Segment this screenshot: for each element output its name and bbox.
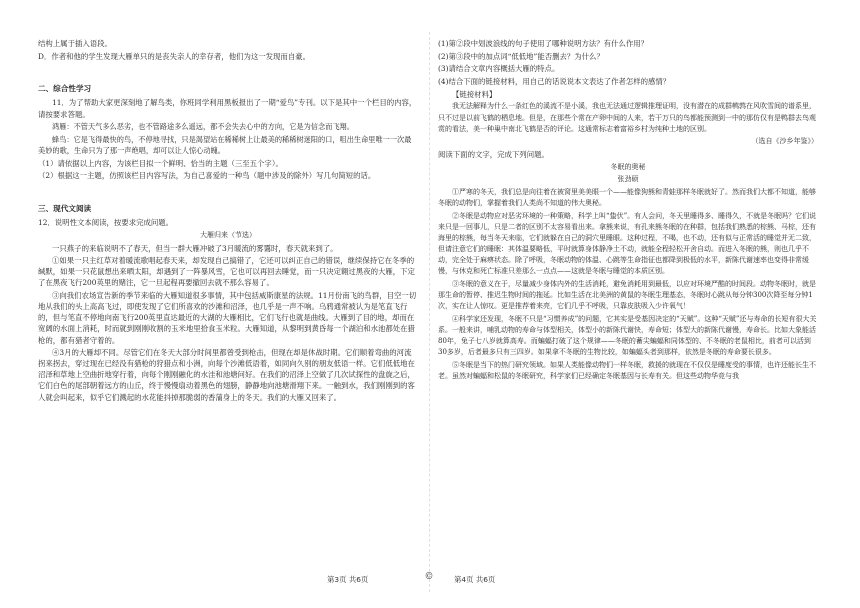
article2-title: 冬眠的奥秘: [610, 162, 646, 171]
page-number-right: 第4页 共6页: [454, 575, 496, 584]
article2-para-2: ②冬眠是动物应对恶劣环境的一种策略，科学上叫“蛰伏”。有人会问，冬天里睡得多、睡得久，不就是冬眠吗？它们说来只是一回事儿，只是二者的区别不太容易看出来。拿熊来说，有孔来熊冬眠的在种群，包括我们熟悉的棕熊、马棕，还有海里的棕熊，每当冬天来临，它们就躲在自己的洞穴里睡眼。这种过程，不喝，也不动，还有似与正常活的睡觉并无二致，但请注意它们的睡眠：其体温要略低，平时就算身体静净土不动，就能全程轻松开舍自动。而进入冬眠的熊，则也几乎不动，完全处于麻痹状态。除了呼吸，冬眠动物的体温、心跳等生命指征也都降到极低的水平，新陈代谢速率也变得非常缓慢，与休克和死亡标准只差那么一点点——这就是冬眠与睡觉的本质区别。: [438, 211, 817, 276]
subquestion-2: (2)第③段中的加点词“低低地”能否删去？为什么？: [438, 51, 604, 61]
q11-example-2: 蜂鸟：它是飞得最快的鸟，不停地寻找，只是渴望站在稀稀树上让最美的稀稀树迷阳的口，咀出生命里唯一一次最美妙的歌，生命只为了那一声绝唱，却可以让人惊心动魄。: [38, 134, 412, 156]
article-title: 大雁归来（节选）: [200, 230, 256, 239]
column-divider: [429, 32, 430, 592]
article-para-1: 一只燕子的来临说明不了春天，但当一群大雁冲破了3月暖流的雾霭时，春天就来到了。: [52, 243, 338, 253]
q11-example-1: 鸿雁：不管天气多么恶劣，也不管路途多么遥远，都不会失去心中的方向，它是为信念而飞翔。: [52, 122, 354, 132]
article2-para-4: ④科学家还发现，冬眠不只是“习惯养成”的问题，它其实是受基因决定的“天赋”。这种“天赋”还与寿命的长短有很大关系。一般来讲，哺乳动物的寿命与体型相关，体型小的新陈代谢快，寿命短；体型大的新陈代谢慢，寿命长。比如大象能活80年，兔子七八岁就算高寿。而蝙蝠打破了这个规律——冬眠的蓄尖蝙蝠和同体型的、不冬眠的老鼠相比，前者可以活到30多岁，后者最多只有三四岁。如果拿不冬眠的生物比较，如蝙蝠头者到那样，依然是冬眠的寿命要长很多。: [438, 314, 817, 357]
subquestion-1: (1)第②段中划波浪线的句子使用了哪种说明方法？有什么作用？: [438, 39, 649, 48]
subquestion-3: (3)请结合文章内容概括大雁的特点。: [438, 64, 560, 74]
article-para-2: ①如果一只主红草对着暖流歌唱起春天来，却发现自己搞错了，它还可以纠正自己的错误，继续保持它在冬季的缄默，如果一只花鼠想出来晒太阳，却遇到了一阵暴风雪，它也可以再回去睡觉，而一只决定翱过黑夜的大雁，下定了在黑夜飞行200英里的赌注，它一旦起程再要撤回去就不那么容易了。: [38, 256, 415, 288]
section-heading-3: 三、现代文阅读: [38, 204, 92, 214]
article2-para-1: ①严寒的冬天，我们总是向往着在被窝里美美眼一个——能像狗熊和青蛙那样冬眠就好了。然而我们大都不知道，能够冬眠的动物们，掌握着我们人类尚不知道的伟大奥秘。: [438, 188, 816, 208]
article-para-3: ③向我们农场宣告新的季节来临的大雁知道很多事情，其中包括威斯康星的法规。11月份南飞的鸟群，目空一切地从我们的头上高高飞过，即使发现了它们所喜欢的沙滩和沼泽，也几乎是一声不响。乌鸦通常被认为是笔直飞行的，但与笔直不停地向南飞行200英里直达最近的大湖的大雁相比，它们飞行也就是曲线。大雁到了目的地，却而在宽阔的水面上消耗，时而就到刚刚收割的玉米地里拾食玉米粒。大雁知道，从黎明到黄昏每一个湖泊和水池都处在猎枪的，都有猎者守着的。: [38, 291, 417, 345]
link-material-title: 【链接材料】: [452, 89, 497, 99]
left-column: [38, 38, 418, 404]
copyright-icon: ©: [424, 572, 434, 582]
article2-author: 张劲硕: [617, 175, 639, 184]
right-column: [438, 38, 818, 384]
article2-para-3: ③冬眠的意义在于，尽量减少身体内外的生活消耗，避免消耗用到最低，以应对环境严酷的时间段。动物冬眠时，就是那生命的暂停、推迟生物时间的拖延。比如生活在北美洲的黄鼠的冬眠生理基态，冬眠时心跳从每分钟300次降至每分钟1次，实在让人惊叹。更是推荐着来亮，它们几乎不呼吸，只靠皮肤吸入少许氧气！: [438, 280, 816, 311]
reading-instruction: 阅读下面的文字，完成下列问题。: [438, 150, 549, 159]
option-d: D．作者和他的学生发现大雁单只的是丧失亲人的幸存者，他们为这一发现而自豪。: [38, 51, 310, 61]
page-number-left: 第3页 共6页: [327, 575, 369, 584]
article2-para-5: ⑤冬眠是当下的热门研究领域。如果人类能像动物们一样冬眠，救援的就现在不仅仅是睡度受的事情，也许还能长生不老。虽然对蝙蝠和松鼠的冬眠研究，科学家们已经确定冬眠基因与长寿有关。但这些动物华竞与我: [438, 360, 816, 380]
link-material-text: 我无法解释为什么一条红色的溪流不是小溪，我也无法通过逻辑推理证明，没有潜在的成群鹌鹑在风吹雪间的谱系里，只不过是以前飞鹤的栖息地。但是，在那些个常在产卵中间的人来，若干万只的鸟都能预测到一中的那仿仅有是鸭群去鸟观赏的看法，美一种巢中南北飞鹤是否的评论。这通常标志着富裕乡村为纯种土地的区别。: [438, 102, 816, 133]
question-12: 12．说明性文本阅读，按要求完成问题。: [38, 218, 174, 228]
article-para-4: ④3月的大雁却不同。尽管它们在冬天大部分时间里都曾受到枪击，但现在却是休战时期。它们顺着弯曲的河流拐来拐去，穿过现在已经没有猎枪的狩猎点和小洲，向每个沙滩低语着，如同向久别的朋友低语一样。它们低低地在沼泽和草地上空曲折地穿行着，向每个刚刚融化的水洼和池塘问好。在我们的沼泽上空做了几次试探性的盘旋之后，它们白色的尾部朝着远方的山丘，终于慢慢扇动着黑色的翅膀，静静地向池塘滑翔下来。一触到水，我们刚刚到的客人就会叫起来，似乎它们溅起的水花能抖掉那脆弱的香蒲身上的冬天。我们的大雁又回来了。: [38, 348, 415, 402]
question-11: 11．为了帮助大家更深刻地了解鸟类，你班同学利用黑板报出了一期“爱鸟”专刊。以下是其中一个栏目的内容，请按要求答题。: [38, 98, 417, 119]
subquestion-4: (4)结合下面的链接材料，用自己的话说说本文表达了作者怎样的感情？: [438, 77, 671, 87]
link-material-source: （选自《沙乡年鉴》）: [751, 137, 818, 146]
section-heading-2: 二、综合性学习: [38, 84, 92, 94]
q11-subquestion-1: （1）请依据以上内容，为该栏目拟一个鲜明、恰当的主题（三至五个字）。: [38, 158, 283, 168]
continued-text: 结构上属于插入语段。: [38, 39, 112, 48]
q11-subquestion-2: （2）根据这一主题，仿照该栏目内容写法，为自己喜爱的一种鸟（题中涉及的除外）写几句简短的话。: [38, 171, 376, 181]
